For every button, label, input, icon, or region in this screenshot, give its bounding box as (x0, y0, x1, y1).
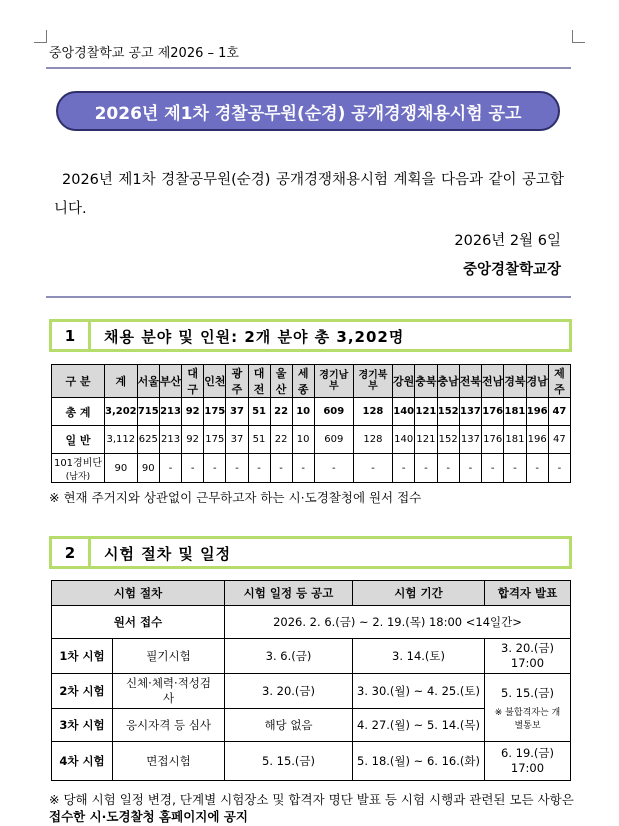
header-cell: 구 분 (52, 365, 105, 398)
table-header-row (52, 365, 571, 398)
section-number: 1 (52, 322, 91, 349)
table-cell: 22 (270, 398, 292, 426)
table-cell: 715 (137, 398, 159, 426)
table-cell: 181 (504, 398, 526, 426)
table-cell: 90 (137, 454, 159, 483)
issuer-name: 중앙경찰학교장 (462, 262, 561, 278)
table-row (52, 742, 571, 781)
table-cell: 213 (159, 426, 181, 454)
header-cell: 울산 (270, 365, 292, 398)
middle-divider (46, 296, 571, 298)
header-cell: 인천 (204, 365, 226, 398)
table-cell: 47 (548, 426, 570, 454)
table-cell: - (526, 454, 548, 483)
row-label-text: 총 계 (65, 405, 91, 419)
table-cell: 140 (393, 426, 415, 454)
stage-announce: 5. 15.(금) (225, 742, 353, 781)
header-cell: 계 (105, 365, 138, 398)
table-cell: - (204, 454, 226, 483)
row-label-text: 일 반 (65, 433, 91, 447)
header-cell: 세종 (292, 365, 314, 398)
section-2-note (49, 791, 575, 825)
row-label (52, 426, 105, 454)
table-cell: - (314, 454, 353, 483)
table-cell: 175 (204, 398, 226, 426)
table-cell: - (504, 454, 526, 483)
header-cell: 경남 (526, 365, 548, 398)
table-cell: 175 (204, 426, 226, 454)
header-cell: 대전 (248, 365, 270, 398)
table-cell: 213 (159, 398, 181, 426)
stage-period: 3. 14.(토) (353, 639, 485, 674)
table-cell: 92 (182, 398, 204, 426)
table-cell: - (393, 454, 415, 483)
table-header-row (52, 581, 571, 606)
crop-mark-top-right (572, 30, 585, 43)
stage-period: 3. 30.(월) ~ 4. 25.(토) (353, 674, 485, 709)
header-cell: 시험 절차 (52, 581, 225, 606)
table-cell: 10 (292, 426, 314, 454)
table-cell: - (248, 454, 270, 483)
table-cell: - (159, 454, 181, 483)
schedule-table (51, 580, 571, 781)
notice-title: 2026년 제1차 경찰공무원(순경) 공개경쟁채용시험 공고 (56, 91, 560, 131)
stage-name: 면접시험 (113, 742, 225, 781)
section-title: 채용 분야 및 인원: 2개 분야 총 3,202명 (104, 328, 405, 346)
table-row (52, 454, 571, 483)
table-cell: 51 (248, 426, 270, 454)
stage-name: 응시자격 등 심사 (113, 709, 225, 742)
table-cell: - (182, 454, 204, 483)
table-cell: 128 (353, 426, 392, 454)
section-1-header (49, 319, 572, 352)
table-cell: 37 (226, 398, 248, 426)
stage-label: 4차 시험 (52, 742, 113, 781)
table-cell: 196 (526, 426, 548, 454)
table-row (52, 606, 571, 639)
row-label-text: 101경비단 (53, 458, 103, 469)
stage-name: 신체·체력·적성검사 (113, 674, 225, 709)
stage-label: 3차 시험 (52, 709, 113, 742)
recruitment-table (51, 364, 571, 483)
table-cell: - (415, 454, 437, 483)
header-cell: 경기남부 (314, 365, 353, 398)
table-cell: - (548, 454, 570, 483)
table-cell: 47 (548, 398, 570, 426)
crop-mark-top-left (34, 30, 47, 43)
row-label (52, 454, 105, 483)
table-cell: 137 (459, 398, 481, 426)
header-cell: 경북 (504, 365, 526, 398)
table-cell: 140 (393, 398, 415, 426)
header-cell: 서울 (137, 365, 159, 398)
section-title: 시험 절차 및 일정 (104, 545, 232, 563)
application-period: 2026. 2. 6.(금) ~ 2. 19.(목) 18:00 <14일간> (225, 606, 571, 639)
table-cell: 625 (137, 426, 159, 454)
table-cell: 137 (459, 426, 481, 454)
header-cell: 시험 일정 등 공고 (225, 581, 353, 606)
table-cell: 37 (226, 426, 248, 454)
table-cell: 92 (182, 426, 204, 454)
table-cell: 10 (292, 398, 314, 426)
table-cell: 176 (482, 426, 504, 454)
table-cell: - (482, 454, 504, 483)
table-cell: 3,202 (105, 398, 138, 426)
table-cell: 121 (415, 426, 437, 454)
row-label (52, 398, 105, 426)
section-number: 2 (52, 539, 91, 566)
stage-period: 5. 18.(월) ~ 6. 16.(화) (353, 742, 485, 781)
application-label: 원서 접수 (52, 606, 225, 639)
note-emphasis: 접수한 시·도경찰청 홈페이지에 공지 (49, 809, 248, 824)
table-cell: 181 (504, 426, 526, 454)
header-cell: 전북 (459, 365, 481, 398)
intro-paragraph: 2026년 제1차 경찰공무원(순경) 공개경쟁채용시험 계획을 다음과 같이 공고합니다. (54, 172, 564, 217)
table-row (52, 398, 571, 426)
header-cell: 제주 (548, 365, 570, 398)
table-cell: 152 (437, 426, 459, 454)
top-divider (46, 67, 571, 69)
table-cell: - (459, 454, 481, 483)
table-cell: - (437, 454, 459, 483)
table-cell: - (292, 454, 314, 483)
table-cell: 90 (105, 454, 138, 483)
section-1-note: ※ 현재 주거지와 상관없이 근무하고자 하는 시·도경찰청에 원서 접수 (49, 490, 422, 505)
stage-label: 1차 시험 (52, 639, 113, 674)
stage-announce: 3. 20.(금) (225, 674, 353, 709)
header-cell: 합격자 발표 (485, 581, 571, 606)
header-cell: 시험 기간 (353, 581, 485, 606)
table-cell: 609 (314, 426, 353, 454)
table-cell: 176 (482, 398, 504, 426)
row-sublabel: (남자) (65, 472, 91, 482)
header-cell: 경기북부 (353, 365, 392, 398)
stage-period: 4. 27.(월) ~ 5. 14.(목) (353, 709, 485, 742)
table-cell: 609 (314, 398, 353, 426)
table-cell: 3,112 (105, 426, 138, 454)
header-cell: 전남 (482, 365, 504, 398)
stage-name: 필기시험 (113, 639, 225, 674)
table-row (52, 639, 571, 674)
section-2-header (49, 536, 572, 569)
result-middle-cell (485, 674, 571, 742)
stage-announce: 해당 없음 (225, 709, 353, 742)
table-row (52, 426, 571, 454)
table-cell: - (270, 454, 292, 483)
note-text: ※ 당해 시험 일정 변경, 단계별 시험장소 및 합격자 명단 발표 등 시험 시행과 관련된 모든 사항은 (49, 792, 574, 807)
result-middle: 5. 15.(금) (501, 685, 554, 700)
result-middle-note: ※ 불합격자는 개별통보 (494, 707, 561, 731)
table-cell: - (226, 454, 248, 483)
stage-announce: 3. 6.(금) (225, 639, 353, 674)
table-cell: - (353, 454, 392, 483)
header-cell: 부산 (159, 365, 181, 398)
table-row (52, 674, 571, 709)
stage-label: 2차 시험 (52, 674, 113, 709)
table-cell: 152 (437, 398, 459, 426)
header-cell: 대구 (182, 365, 204, 398)
notice-date: 2026년 2월 6일 (454, 233, 561, 249)
header-cell: 광주 (226, 365, 248, 398)
header-cell: 충북 (415, 365, 437, 398)
table-cell: 121 (415, 398, 437, 426)
table-cell: 128 (353, 398, 392, 426)
notice-number: 중앙경찰학교 공고 제2026 – 1호 (49, 46, 239, 61)
header-cell: 충남 (437, 365, 459, 398)
header-cell: 강원 (393, 365, 415, 398)
table-cell: 51 (248, 398, 270, 426)
result-final: 6. 19.(금) 17:00 (485, 742, 571, 781)
result-first: 3. 20.(금) 17:00 (485, 639, 571, 674)
table-cell: 196 (526, 398, 548, 426)
table-cell: 22 (270, 426, 292, 454)
